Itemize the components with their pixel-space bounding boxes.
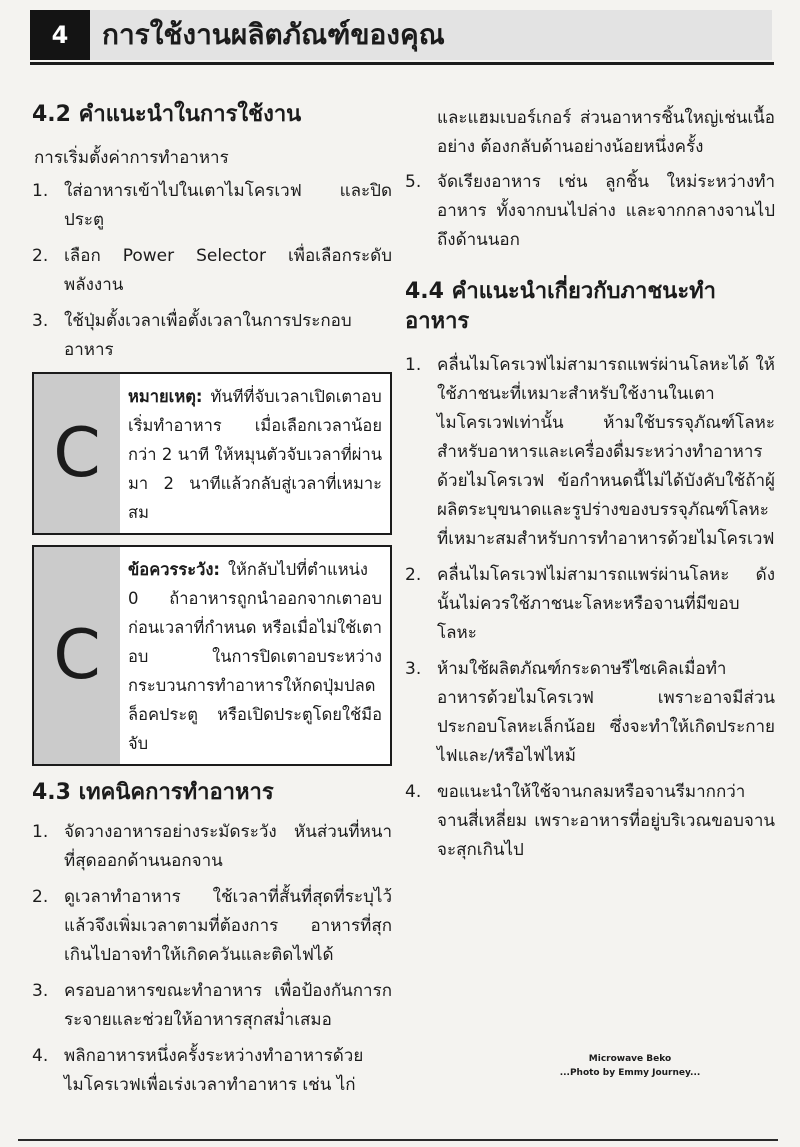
chapter-title: การใช้งานผลิตภัณฑ์ของคุณ [102, 18, 445, 51]
item-text: ครอบอาหารขณะทำอาหาร เพื่อป้องกันการกระจายและช่วยให้อาหารสุกสม่ำเสมอ [64, 981, 392, 1030]
item-number: 5. [405, 172, 422, 192]
note-label: หมายเหตุ: [128, 387, 203, 406]
section-4-3-heading: 4.3 เทคนิคการทำอาหาร [32, 780, 274, 805]
item-text: ขอแนะนำให้ใช้จานกลมหรือจานรีมากกว่าจานสี่เหลี่ยม เพราะอาหารที่อยู่บริเวณขอบจานจะสุกเกินไป [437, 782, 775, 860]
list-item [405, 561, 775, 648]
caution-text [120, 547, 390, 764]
item-text: คลื่นไมโครเวฟไม่สามารถแพร่ผ่านโลหะได้ ให้ใช้ภาชนะที่เหมาะสำหรับใช้งานในเตาไมโครเวฟเท่านั้น ห้ามใช้บรรจุภัณฑ์โลหะสำหรับอาหารและเครื่องดื่มระหว่างทำอาหารด้วยไมโครเวฟ ข้อกำหนดนี้ไม่ได้บังคับใช้ถ้าผู้ผลิตระบุขนาดและรูปร่างของบรรจุภัณฑ์โลหะที่เหมาะสมสำหรับการทำอาหารด้วยไมโครเวฟ [437, 355, 775, 549]
item-number: 2. [32, 887, 49, 907]
item-text: ใช้ปุ่มตั้งเวลาเพื่อตั้งเวลาในการประกอบอาหาร [64, 311, 352, 360]
header-rule [30, 62, 774, 65]
list-item [405, 655, 775, 771]
list-item [32, 883, 392, 970]
list-item [405, 168, 775, 255]
item-number: 1. [405, 355, 422, 375]
caution-c-icon: C [34, 547, 120, 764]
photo-caption [525, 1052, 735, 1080]
section-4-4-list [405, 351, 775, 865]
note-box [32, 372, 392, 535]
item-number: 2. [32, 246, 49, 266]
section-4-3-list-continued [405, 168, 775, 255]
section-4-2-heading: 4.2 คำแนะนำในการใช้งาน [32, 102, 302, 127]
item-text: จัดเรียงอาหาร เช่น ลูกชิ้น ใหม่ระหว่างทำอาหาร ทั้งจากบนไปล่าง และจากกลางจานไปถึงด้านนอก [437, 172, 775, 250]
note-text [120, 374, 390, 533]
item-4-continued: และแฮมเบอร์เกอร์ ส่วนอาหารชิ้นใหญ่เช่นเนื้ออย่าง ต้องกลับด้านอย่างน้อยหนึ่งครั้ง [437, 108, 775, 157]
caution-content: ให้กลับไปที่ตำแหน่ง 0 ถ้าอาหารถูกนำออกจากเตาอบก่อนเวลาที่กำหนด หรือเมื่อไม่ใช้เตาอบ ในการปิดเตาอบระหว่างกระบวนการทำอาหารให้กดปุ่มปลดล็อคประตู หรือเปิดประตูโดยใช้มือจับ [128, 560, 382, 753]
item-number: 2. [405, 565, 422, 585]
list-item [32, 977, 392, 1035]
list-item [32, 818, 392, 876]
item-number: 3. [32, 311, 49, 331]
item-number: 4. [405, 782, 422, 802]
item-text: ดูเวลาทำอาหาร ใช้เวลาที่สั้นที่สุดที่ระบุไว้ แล้วจึงเพิ่มเวลาตามที่ต้องการ อาหารที่สุกเกินไปอาจทำให้เกิดควันและติดไฟได้ [64, 887, 392, 965]
section-4-3-list [32, 818, 392, 1100]
list-item [32, 177, 392, 235]
footer-rule [18, 1139, 778, 1141]
caution-label: ข้อควรระวัง: [128, 560, 220, 579]
item-text: พลิกอาหารหนึ่งครั้งระหว่างทำอาหารด้วยไมโครเวฟเพื่อเร่งเวลาทำอาหาร เช่น ไก่ [64, 1046, 364, 1095]
caution-c-icon: C [34, 374, 120, 533]
note-content: ทันทีที่จับเวลาเปิดเตาอบเริ่มทำอาหาร เมื่อเลือกเวลาน้อยกว่า 2 นาที ให้หมุนตัวจับเวลาที่ผ่านมา 2 นาทีแล้วกลับสู่เวลาที่เหมาะสม [128, 387, 382, 522]
item-number: 3. [405, 659, 422, 679]
caption-line-1: Microwave Beko [588, 1054, 672, 1064]
chapter-header [30, 10, 772, 60]
caution-box [32, 545, 392, 766]
caption-line-2: ...Photo by Emmy Journey... [559, 1068, 701, 1078]
list-item [405, 778, 775, 865]
item-number: 3. [32, 981, 49, 1001]
left-column [32, 100, 392, 1107]
list-item [32, 307, 392, 365]
item-number: 1. [32, 181, 49, 201]
right-column [405, 104, 775, 872]
section-4-4-heading: 4.4 คำแนะนำเกี่ยวกับภาชนะทำอาหาร [405, 279, 716, 334]
item-text: ห้ามใช้ผลิตภัณฑ์กระดาษรีไซเคิลเมื่อทำอาหารด้วยไมโครเวฟ เพราะอาจมีส่วนประกอบโลหะเล็กน้อย ซึ่งจะทำให้เกิดประกายไฟและ/หรือไฟไหม้ [437, 659, 775, 766]
item-text: จัดวางอาหารอย่างระมัดระวัง หันส่วนที่หนาที่สุดออกด้านนอกจาน [64, 822, 392, 871]
item-number: 4. [32, 1046, 49, 1066]
list-item [32, 1042, 392, 1100]
section-4-2-lead: การเริ่มตั้งค่าการทำอาหาร [34, 148, 229, 168]
chapter-number: 4 [30, 10, 90, 60]
item-number: 1. [32, 822, 49, 842]
item-text: เลือก Power Selector เพื่อเลือกระดับพลังงาน [64, 246, 392, 295]
item-text: ใส่อาหารเข้าไปในเตาไมโครเวฟ และปิดประตู [64, 181, 392, 230]
list-item [405, 351, 775, 554]
list-item [32, 242, 392, 300]
section-4-2-list [32, 177, 392, 365]
item-text: คลื่นไมโครเวฟไม่สามารถแพร่ผ่านโลหะ ดังนั้นไม่ควรใช้ภาชนะโลหะหรือจานที่มีขอบโลหะ [437, 565, 775, 643]
